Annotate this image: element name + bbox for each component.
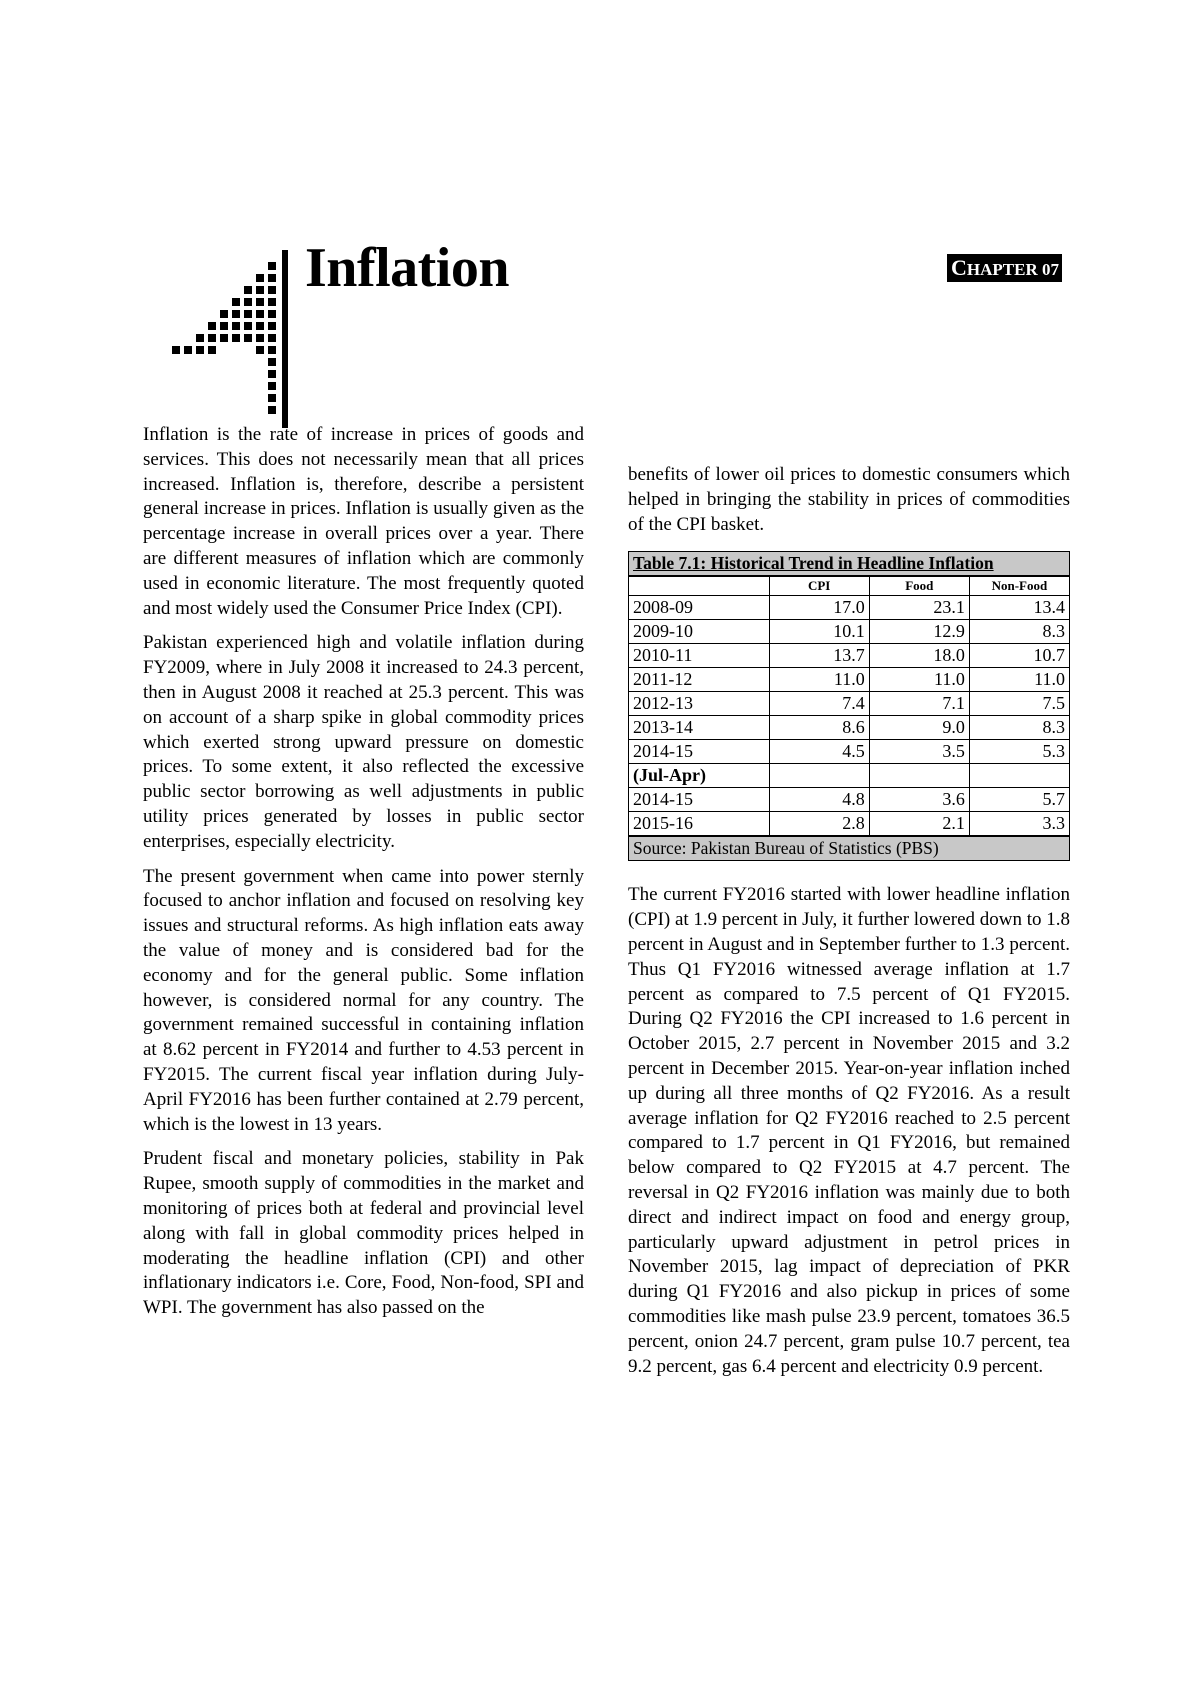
left-column <box>143 423 584 1331</box>
right-column <box>628 463 1070 1389</box>
table-body-jul-apr <box>629 788 1070 837</box>
table-cell-nonfood: 8.3 <box>969 716 1069 740</box>
table-cell-year: 2014-15 <box>629 740 770 764</box>
table-cell-food: 2.1 <box>869 812 969 837</box>
column-header: Food <box>869 576 969 596</box>
inflation-table-container <box>628 551 1070 861</box>
table-header-row <box>629 576 1070 596</box>
paragraph: The current FY2016 started with lower headline inflation (CPI) at 1.9 percent in July, it further lowered down to 1.8 percent in August and in September further to 1.3 percent. Thus Q1 FY2016 witnessed average inflation at 1.7 percent as compared to 7.5 percent of Q1 FY2015. During Q2 FY2016 the CPI increased to 1.6 percent in October 2015, 2.7 percent in November 2015 and 3.2 percent in December 2015. Year-on-year inflation inched up during all three months of Q2 FY2016. As a result average inflation for Q2 FY2016 reached to 2.5 percent compared to 1.7 percent in Q1 FY2016, but remained below compared to Q2 FY2015 at 4.7 percent. The reversal in Q2 FY2016 inflation was mainly due to both direct and indirect impact on food and energy group, particularly upward adjustment in petrol prices in November 2015, lag impact of depreciation of PKR during Q1 FY2016 and also pickup in prices of some commodities like mash pulse 23.9 percent, tomatoes 36.5 percent, onion 24.7 percent, gram pulse 10.7 percent, tea 9.2 percent, gas 6.4 percent and electricity 0.9 percent. <box>628 884 1071 1377</box>
column-header <box>629 576 770 596</box>
table-cell-cpi: 4.8 <box>769 788 869 812</box>
paragraph: Inflation is the rate of increase in prices of goods and services. This does not necessarily mean that all prices increased. Inflation is, therefore, describe a persistent general increase in prices. Inflation is usually given as the percentage increase in overall prices over a year. There are different measures of inflation which are commonly used in economic literature. The most frequently quoted and most widely used the Consumer Price Index (CPI). <box>143 424 584 619</box>
table-cell-food: 18.0 <box>869 644 969 668</box>
chapter-label: HAPTER <box>966 260 1038 279</box>
table-cell-nonfood: 13.4 <box>969 596 1069 620</box>
table-cell-year: 2008-09 <box>629 596 770 620</box>
table-cell-nonfood: 11.0 <box>969 668 1069 692</box>
table-cell-food: 3.5 <box>869 740 969 764</box>
table-cell-year: 2012-13 <box>629 692 770 716</box>
table-cell-cpi: 11.0 <box>769 668 869 692</box>
column-header: CPI <box>769 576 869 596</box>
chapter-title: Inflation <box>305 237 509 299</box>
historical-inflation-table <box>628 551 1070 861</box>
table-row <box>629 812 1070 837</box>
paragraph: benefits of lower oil prices to domestic consumers which helped in bringing the stability in prices of commodities of the CPI basket. <box>628 464 1070 535</box>
table-cell-nonfood: 8.3 <box>969 620 1069 644</box>
chapter-number: 07 <box>1042 260 1059 279</box>
table-cell-year: 2009-10 <box>629 620 770 644</box>
table-cell-food: 11.0 <box>869 668 969 692</box>
table-cell-cpi: 8.6 <box>769 716 869 740</box>
column-header: Non-Food <box>969 576 1069 596</box>
table-cell-nonfood: 5.7 <box>969 788 1069 812</box>
table-row <box>629 740 1070 764</box>
table-cell-nonfood: 10.7 <box>969 644 1069 668</box>
table-body-annual <box>629 596 1070 764</box>
table-cell-nonfood: 5.3 <box>969 740 1069 764</box>
table-cell-year: 2010-11 <box>629 644 770 668</box>
table-cell-food: 12.9 <box>869 620 969 644</box>
table-cell-cpi: 7.4 <box>769 692 869 716</box>
table-row <box>629 668 1070 692</box>
table-cell-cpi: 2.8 <box>769 812 869 837</box>
table-cell-year: 2014-15 <box>629 788 770 812</box>
table-cell-year: 2015-16 <box>629 812 770 837</box>
table-caption-row <box>629 552 1070 577</box>
table-cell-nonfood: 3.3 <box>969 812 1069 837</box>
table-cell-cpi: 13.7 <box>769 644 869 668</box>
paragraph: The present government when came into power sternly focused to anchor inflation and focused on resolving key issues and structural reforms. As high inflation eats away the value of money and is considered bad for the economy and for the general public. Some inflation however, is considered normal for any country. The government remained successful in containing inflation at 8.62 percent in FY2014 and further to 4.53 percent in FY2015. The current fiscal year inflation during July-April FY2016 has been further contained at 2.79 percent, which is the lowest in 13 years. <box>143 865 584 1135</box>
table-row <box>629 788 1070 812</box>
table-cell-food: 9.0 <box>869 716 969 740</box>
chapter-badge: CHAPTER 07 <box>947 254 1062 282</box>
table-cell-food: 3.6 <box>869 788 969 812</box>
chapter-logo-graphic <box>172 250 290 428</box>
table-cell-nonfood: 7.5 <box>969 692 1069 716</box>
paragraph: Pakistan experienced high and volatile inflation during FY2009, where in July 2008 it increased to 24.3 percent, then in August 2008 it reached at 25.3 percent. This was on account of a sharp spike in global commodity prices which exerted strong upward pressure on domestic prices. To some extent, it also reflected the excessive public sector borrowing as well adjustments in public utility prices generated by losses in public sector enterprises, especially electricity. <box>143 632 584 852</box>
table-source: Source: Pakistan Bureau of Statistics (PBS) <box>629 836 1070 861</box>
table-cell-cpi: 4.5 <box>769 740 869 764</box>
table-cell-cpi: 10.1 <box>769 620 869 644</box>
paragraph: Prudent fiscal and monetary policies, stability in Pak Rupee, smooth supply of commodities in the market and monitoring of prices both at federal and provincial level along with fall in global commodity prices helped in moderating the headline inflation (CPI) and other inflationary indicators i.e. Core, Food, Non-food, SPI and WPI. The government has also passed on the <box>143 1148 584 1319</box>
table-row <box>629 620 1070 644</box>
table-cell-year: 2013-14 <box>629 716 770 740</box>
table-caption: Table 7.1: Historical Trend in Headline Inflation <box>629 552 1070 577</box>
table-row <box>629 596 1070 620</box>
table-row <box>629 644 1070 668</box>
table-cell-cpi: 17.0 <box>769 596 869 620</box>
table-source-row <box>629 836 1070 861</box>
table-row <box>629 716 1070 740</box>
table-cell-food: 7.1 <box>869 692 969 716</box>
table-cell-year: 2011-12 <box>629 668 770 692</box>
table-subheading-row <box>629 764 1070 788</box>
pixel-staircase-icon <box>172 250 290 428</box>
table-row <box>629 692 1070 716</box>
table-subheading: (Jul-Apr) <box>629 764 770 788</box>
table-cell-food: 23.1 <box>869 596 969 620</box>
